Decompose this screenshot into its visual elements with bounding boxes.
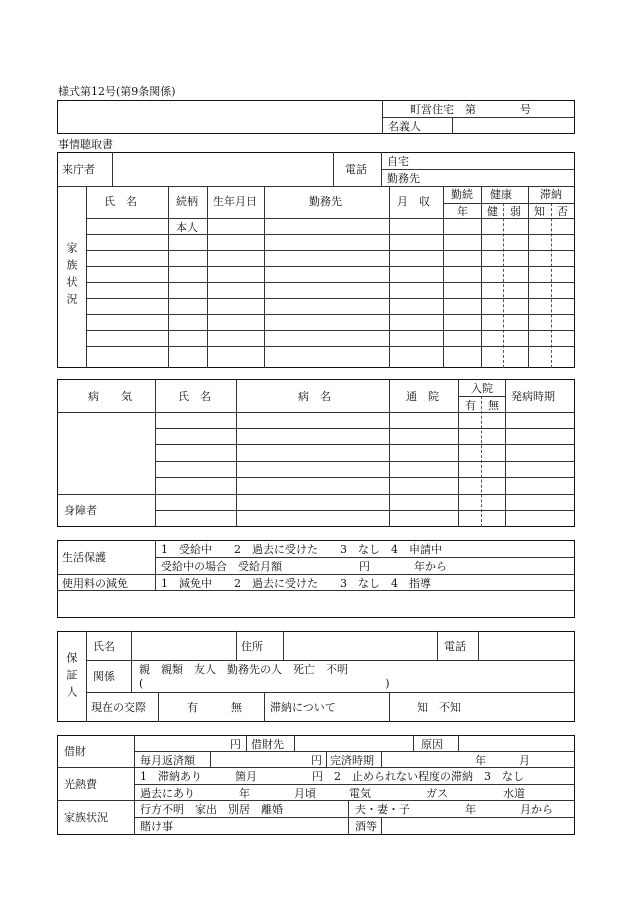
name-holder-label: 名義人 — [388, 120, 421, 133]
monthly-payment-label: 毎月返済額 — [140, 754, 195, 767]
col-visit: 通 院 — [406, 390, 439, 403]
contact-options: 有 無 — [187, 701, 242, 714]
alcohol-label: 酒等 — [355, 820, 377, 833]
family-status-options: 行方不明 家出 別居 離婚 — [140, 803, 283, 816]
col-healthy: 健 — [487, 205, 498, 218]
cause-label: 原因 — [421, 738, 443, 751]
welfare-amount: 受給中の場合 受給月額 円 年から — [161, 560, 447, 573]
col-hospital: 入院 — [471, 382, 493, 395]
col-weak: 弱 — [510, 205, 521, 218]
col-tenure: 勤続 — [451, 188, 473, 201]
family-status-label: 家族状況 — [64, 811, 108, 824]
lender-label: 借財先 — [251, 738, 284, 751]
form-title: 事情聴取書 — [58, 138, 113, 151]
guarantor-address-label: 住所 — [241, 640, 263, 653]
guarantor-relation-label: 関係 — [93, 670, 115, 683]
col-know: 知 — [534, 205, 545, 218]
relation-paren: ( ) — [139, 677, 390, 690]
col-workplace: 勤務先 — [309, 195, 342, 208]
utilities-past: 過去にあり 年 月頃 電気 ガス 水道 — [140, 787, 525, 800]
col-onset: 発病時期 — [511, 390, 555, 403]
col-tenure-year: 年 — [457, 205, 468, 218]
guarantor-phone-label: 電話 — [444, 640, 466, 653]
utilities-options: 1 滞納あり 箇月 円 2 止められない程度の滞納 3 なし — [140, 770, 524, 783]
col-arrears: 滞納 — [540, 188, 562, 201]
col-deny: 否 — [557, 205, 568, 218]
visitor-label: 来庁者 — [62, 163, 95, 176]
gambling-label: 賭け事 — [140, 820, 173, 833]
home-phone-label: 自宅 — [387, 155, 409, 168]
know-options: 知 不知 — [417, 701, 461, 714]
col-disease: 病 名 — [298, 390, 331, 403]
arrears-about-label: 滞納について — [270, 701, 336, 714]
col-birth: 生年月日 — [213, 195, 257, 208]
col-name: 氏 名 — [104, 195, 137, 208]
guarantor-name-label: 氏名 — [93, 640, 115, 653]
monthly-yen: 円 — [311, 754, 322, 767]
debt-yen: 円 — [230, 738, 241, 751]
phone-label: 電話 — [345, 163, 367, 176]
col-hosp-yes: 有 — [465, 399, 476, 412]
reduction-options: 1 減免中 2 過去に受けた 3 なし 4 指導 — [161, 577, 431, 590]
form-number: 様式第12号(第9条関係) — [58, 85, 176, 98]
welfare-label: 生活保護 — [62, 551, 106, 564]
col-relation: 続柄 — [176, 195, 198, 208]
col-illness: 病 気 — [88, 390, 132, 403]
debt-label: 借財 — [64, 745, 86, 758]
col-patient-name: 氏 名 — [178, 390, 211, 403]
relation-options: 親 親類 友人 勤務先の人 死亡 不明 — [139, 663, 348, 676]
family-side-label: 家族状況 — [65, 242, 78, 310]
col-income: 月 収 — [397, 195, 430, 208]
work-phone-label: 勤務先 — [387, 172, 420, 185]
disabled-label: 身障者 — [64, 504, 97, 517]
completion-label: 完済時期 — [330, 754, 374, 767]
col-hosp-no: 無 — [488, 399, 499, 412]
col-health: 健康 — [490, 188, 512, 201]
utilities-label: 光熱費 — [64, 778, 97, 791]
family-box — [57, 152, 575, 368]
completion-ym: 年 月 — [475, 754, 530, 767]
housing-number-label: 町営住宅 第 号 — [410, 103, 531, 116]
contact-label: 現在の交際 — [91, 701, 146, 714]
welfare-options: 1 受給中 2 過去に受けた 3 なし 4 申請中 — [161, 543, 442, 556]
guarantor-side-label: 保証人 — [65, 652, 78, 703]
reduction-label: 使用料の減免 — [62, 577, 128, 590]
spouse-child-since: 夫・妻・子 年 月から — [355, 803, 553, 816]
self-relation: 本人 — [176, 221, 198, 234]
